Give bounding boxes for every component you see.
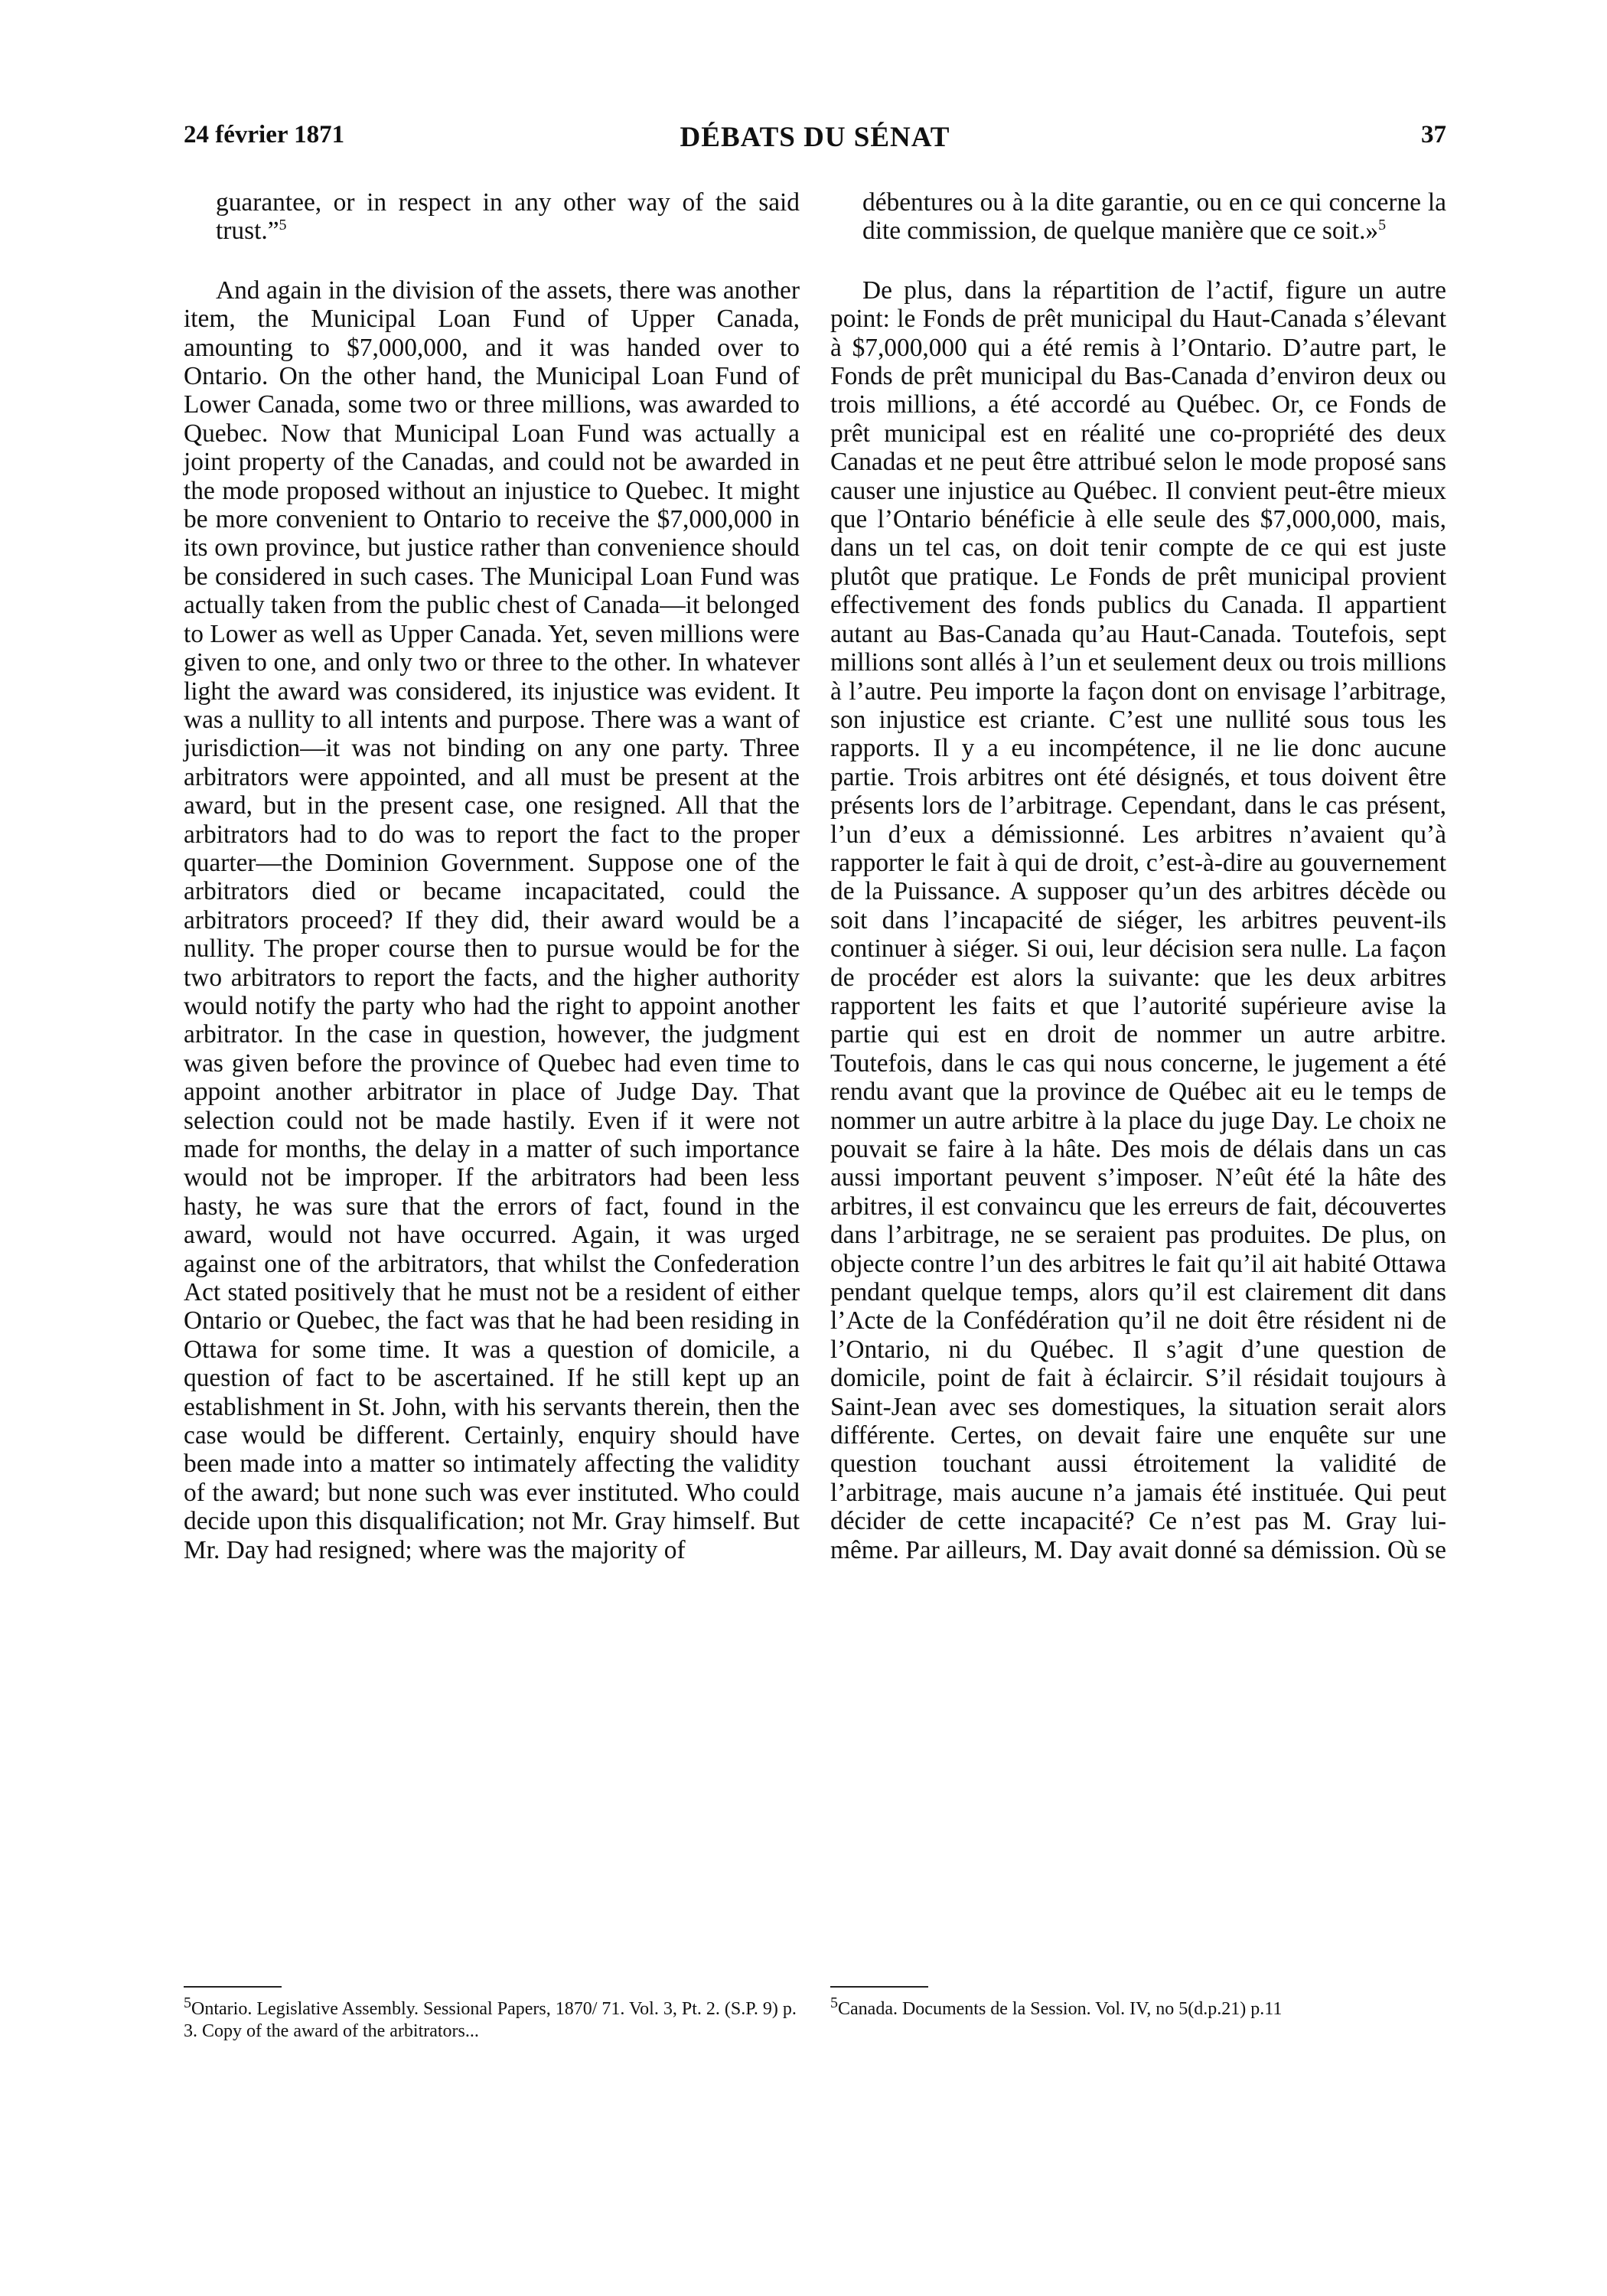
page-header	[184, 121, 1446, 167]
footnote-rule	[830, 1986, 928, 1988]
english-quote	[184, 188, 800, 246]
french-footnote-mark: 5	[830, 1994, 838, 2011]
english-footnote-body: Ontario. Legislative Assembly. Sessional Papers, 1870/ 71. Vol. 3, Pt. 2. (S.P. 9) p. 3. Copy of the award of the arbitrators...	[184, 1999, 797, 2041]
french-footnote-body: Canada. Documents de la Session. Vol. IV, no 5(d.p.21) p.11	[838, 1999, 1283, 2019]
english-body: And again in the division of the assets, there was another item, the Municipal Loan Fund of Upper Canada, amounting to $7,000,000, and it was handed over to Ontario. On the other hand, the Municipal Loan Fund of Lower Canada, some two or three millions, was awarded to Quebec. Now that Municipal Loan Fund was actually a joint property of the Canadas, and could not be awarded in the mode proposed without an injustice to Quebec. It might be more convenient to Ontario to receive the $7,000,000 in its own province, but justice rather than convenience should be considered in such cases. The Municipal Loan Fund was actually taken from the public chest of Canada—it belonged to Lower as well as Upper Canada. Yet, seven millions were given to one, and only two or three to the other. In whatever light the award was considered, its injustice was evident. It was a nullity to all intents and purpose. There was a want of jurisdiction—it was not binding on any one party. Three arbitrators were appointed, and all must be present at the award, but in the present case, one resigned. All that the arbitrators had to do was to report the fact to the proper quarter—the Dominion Government. Suppose one of the arbitrators died or became incapacitated, could the arbitrators proceed? If they did, their award would be a nullity. The proper course then to pursue would be for the two arbitrators to report the facts, and the higher authority would notify the party who had the right to appoint another arbitrator. In the case in question, however, the judgment was given before the province of Quebec had even time to appoint another arbitrator in place of Judge Day. That selection could not be made hastily. Even if it were not made for months, the delay in a matter of such importance would not be improper. If the arbitrators had been less hasty, he was sure that the errors of fact, found in the award, would not have occurred. Again, it was urged against one of the arbitrators, that whilst the Confederation Act stated positively that he must not be a resident of either Ontario or Quebec, the fact was that he had been residing in Ottawa for some time. It was a question of domicile, a question of fact to be ascertained. If he still kept up an establishment in St. John, with his servants therein, then the case would be different. Certainly, enquiry should have been made into a matter so intimately affecting the validity of the award; but none such was ever instituted. Who could decide upon this disqualification; not Mr. Gray himself. But Mr. Day had resigned; where was the majority of	[184, 276, 800, 1564]
french-body: De plus, dans la répartition de l’actif, figure un autre point: le Fonds de prêt municipal du Haut-Canada s’élevant à $7,000,000 qui a été remis à l’Ontario. D’autre part, le Fonds de prêt municipal du Bas-Canada d’environ deux ou trois millions, a été accordé au Québec. Or, ce Fonds de prêt municipal est en réalité une co-propriété des deux Canadas et ne peut être attribué selon le mode proposé sans causer une injustice au Québec. Il convient peut-être mieux que l’Ontario bénéficie à elle seule des $7,000,000, mais, dans un tel cas, on doit tenir compte de ce qui est juste plutôt que pratique. Le Fonds de prêt municipal provient effectivement des fonds publics du Canada. Il appartient autant au Bas-Canada qu’au Haut-Canada. Toutefois, sept millions sont allés à l’un et seulement deux ou trois millions à l’autre. Peu importe la façon dont on envisage l’arbitrage, son injustice est criante. C’est une nullité sous tous les rapports. Il y a eu incompétence, il ne lie donc aucune partie. Trois arbitres ont été désignés, et tous doivent être présents lors de l’arbitrage. Cependant, dans le cas présent, l’un d’eux a démissionné. Les arbitres n’avaient qu’à rapporter le fait à qui de droit, c’est-à-dire au gouvernement de la Puissance. A supposer qu’un des arbitres décède ou soit dans l’incapacité de siéger, les arbitres peuvent-ils continuer à siéger. Si oui, leur décision sera nulle. La façon de procéder est alors la suivante: que les deux arbitres rapportent les faits et que l’autorité supérieure avise la partie qui est en droit de nommer un autre arbitre. Toutefois, dans le cas qui nous concerne, le jugement a été rendu avant que la province de Québec ait eu le temps de nommer un autre arbitre à la place du juge Day. Le choix ne pouvait se faire à la hâte. Des mois de délais dans un cas aussi important peuvent s’imposer. N’eût été la hâte des arbitres, il est convaincu que les erreurs de fait, découvertes dans l’arbitrage, ne se seraient pas produites. De plus, on objecte contre l’un des arbitres le fait qu’il ait habité Ottawa pendant quelque temps, alors qu’il est clairement dit dans l’Acte de la Confédération qu’il ne doit être résident ni de l’Ontario, ni du Québec. Il s’agit d’une question de domicile, point de fait à éclaircir. S’il résidait toujours à Saint-Jean avec ses domestiques, la situation serait alors différente. Certes, on devait faire une enquête sur une question touchant aussi étroitement la validité de l’arbitrage, mais aucune n’a jamais été instituée. Qui peut décider de cette incapacité? Ce n’est pas M. Gray lui-même. Par ailleurs, M. Day avait donné sa démission. Où se	[830, 276, 1446, 1564]
french-quote-text: débentures ou à la dite garantie, ou en ce qui concerne la dite commission, de quelque manière que ce soit.»	[862, 188, 1446, 246]
english-quote-ref: 5	[279, 217, 287, 234]
header-date: 24 février 1871	[184, 121, 345, 148]
english-footnote-text	[184, 1994, 800, 2043]
english-footnote-mark: 5	[184, 1994, 191, 2011]
french-footnote-text	[830, 1994, 1446, 2020]
english-footnote	[184, 1986, 800, 2043]
french-footnote	[830, 1986, 1446, 2020]
french-quote	[830, 188, 1446, 246]
footnote-rule	[184, 1986, 282, 1988]
english-column	[184, 188, 800, 1564]
french-column	[830, 188, 1446, 1564]
french-quote-ref: 5	[1378, 217, 1387, 234]
header-title: DÉBATS DU SÉNAT	[680, 122, 950, 153]
english-quote-text: guarantee, or in respect in any other way of the said trust.”	[216, 188, 800, 246]
page-number: 37	[1421, 121, 1446, 148]
